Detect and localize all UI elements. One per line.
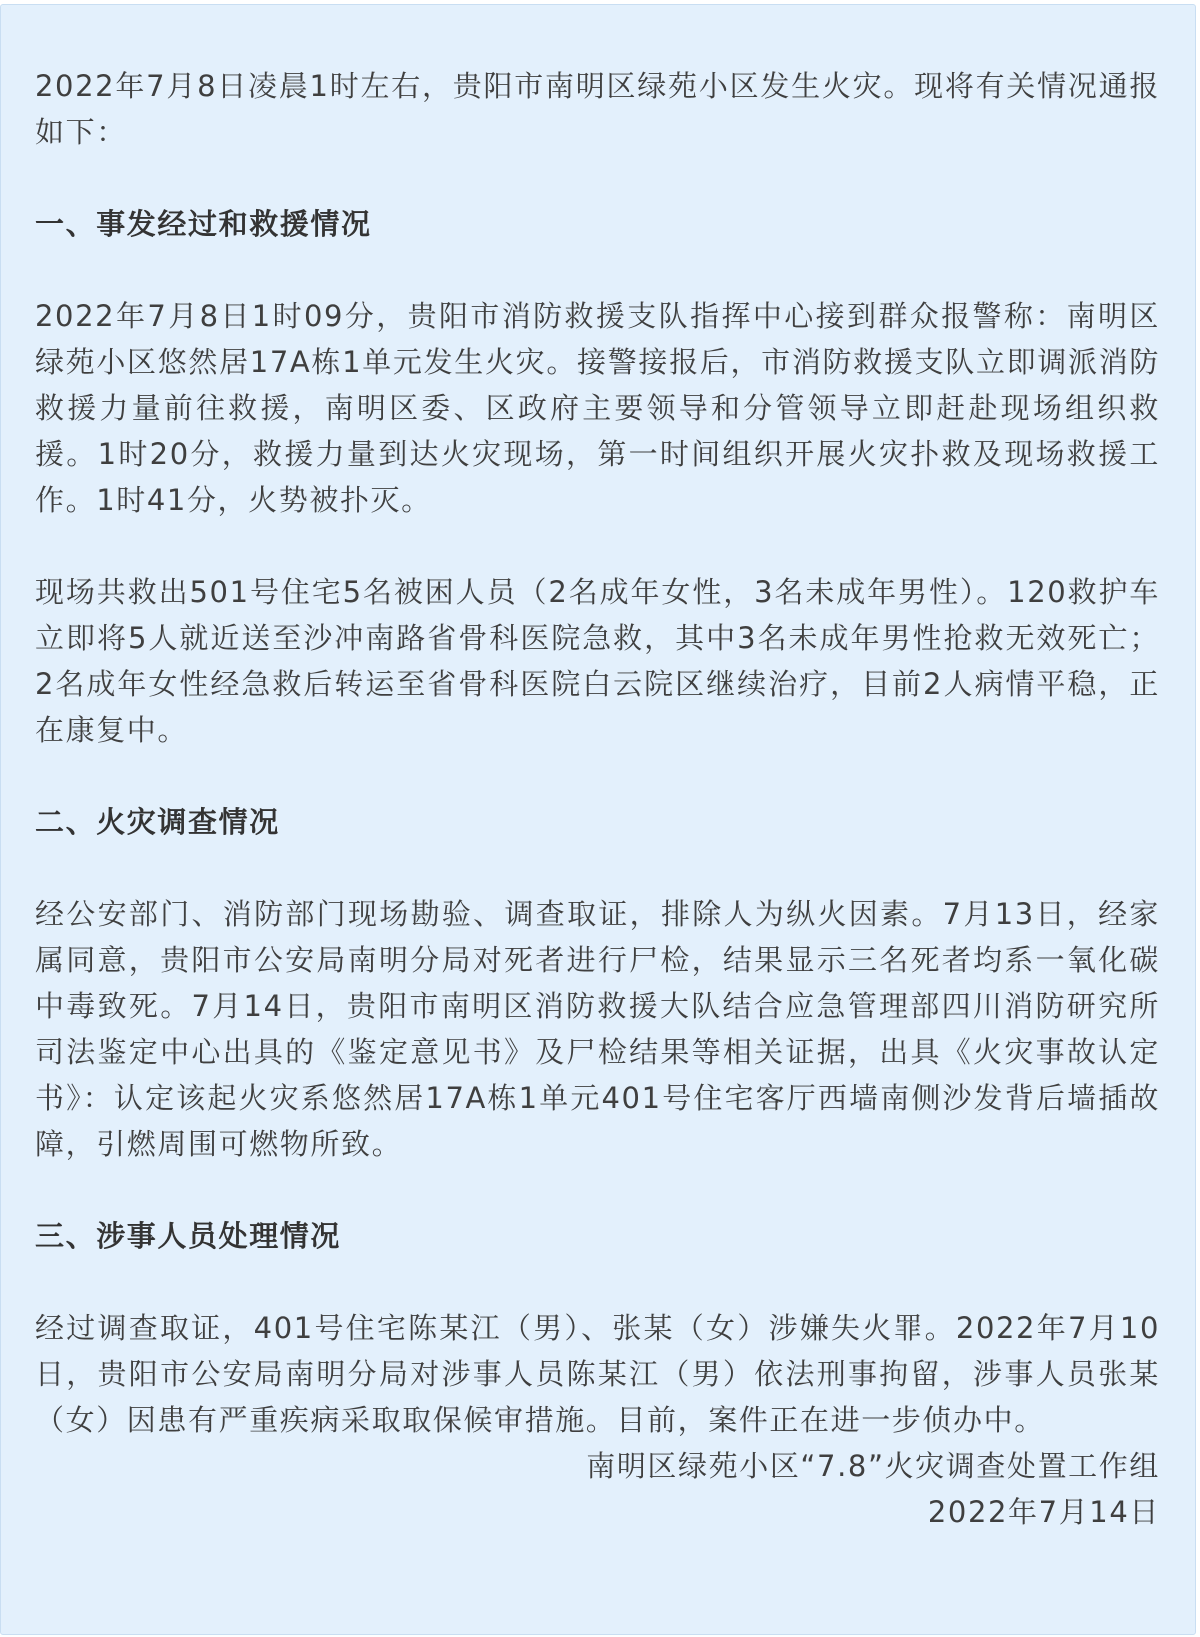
signature-date: 2022年7月14日 [927, 1495, 1160, 1529]
section-2-heading: 二、火灾调查情况 [35, 805, 280, 839]
section-1-heading: 一、事发经过和救援情况 [35, 207, 372, 241]
section-3-paragraph-1: 经过调查取证，401号住宅陈某江（男）、张某（女）涉嫌失火罪。2022年7月10日，贵阳市公安局南明分局对涉事人员陈某江（男）依法刑事拘留，涉事人员张某（女）因患有严重疾病采取取保候审措施。目前，案件正在进一步侦办中。 [35, 1311, 1160, 1437]
section-1-paragraph-2: 现场共救出501号住宅5名被困人员（2名成年女性，3名未成年男性）。120救护车立即将5人就近送至沙冲南路省骨科医院急救，其中3名未成年男性抢救无效死亡；2名成年女性经急救后转运至省骨科医院白云院区继续治疗，目前2人病情平稳，正在康复中。 [35, 575, 1160, 747]
notice-card [0, 4, 1196, 1635]
section-3-heading: 三、涉事人员处理情况 [35, 1219, 342, 1253]
section-2-paragraph-1: 经公安部门、消防部门现场勘验、调查取证，排除人为纵火因素。7月13日，经家属同意，贵阳市公安局南明分局对死者进行尸检，结果显示三名死者均系一氧化碳中毒致死。7月14日，贵阳市南明区消防救援大队结合应急管理部四川消防研究所司法鉴定中心出具的《鉴定意见书》及尸检结果等相关证据，出具《火灾事故认定书》：认定该起火灾系悠然居17A栋1单元401号住宅客厅西墙南侧沙发背后墙插故障，引燃周围可燃物所致。 [35, 897, 1160, 1161]
intro-paragraph: 2022年7月8日凌晨1时左右，贵阳市南明区绿苑小区发生火灾。现将有关情况通报如下： [35, 69, 1160, 149]
notice-body [35, 63, 1160, 1535]
signature-org: 南明区绿苑小区“7.8”火灾调查处置工作组 [586, 1449, 1160, 1483]
section-1-paragraph-1: 2022年7月8日1时09分，贵阳市消防救援支队指挥中心接到群众报警称：南明区绿苑小区悠然居17A栋1单元发生火灾。接警接报后，市消防救援支队立即调派消防救援力量前往救援，南明区委、区政府主要领导和分管领导立即赶赴现场组织救援。1时20分，救援力量到达火灾现场，第一时间组织开展火灾扑救及现场救援工作。1时41分，火势被扑灭。 [35, 299, 1160, 517]
